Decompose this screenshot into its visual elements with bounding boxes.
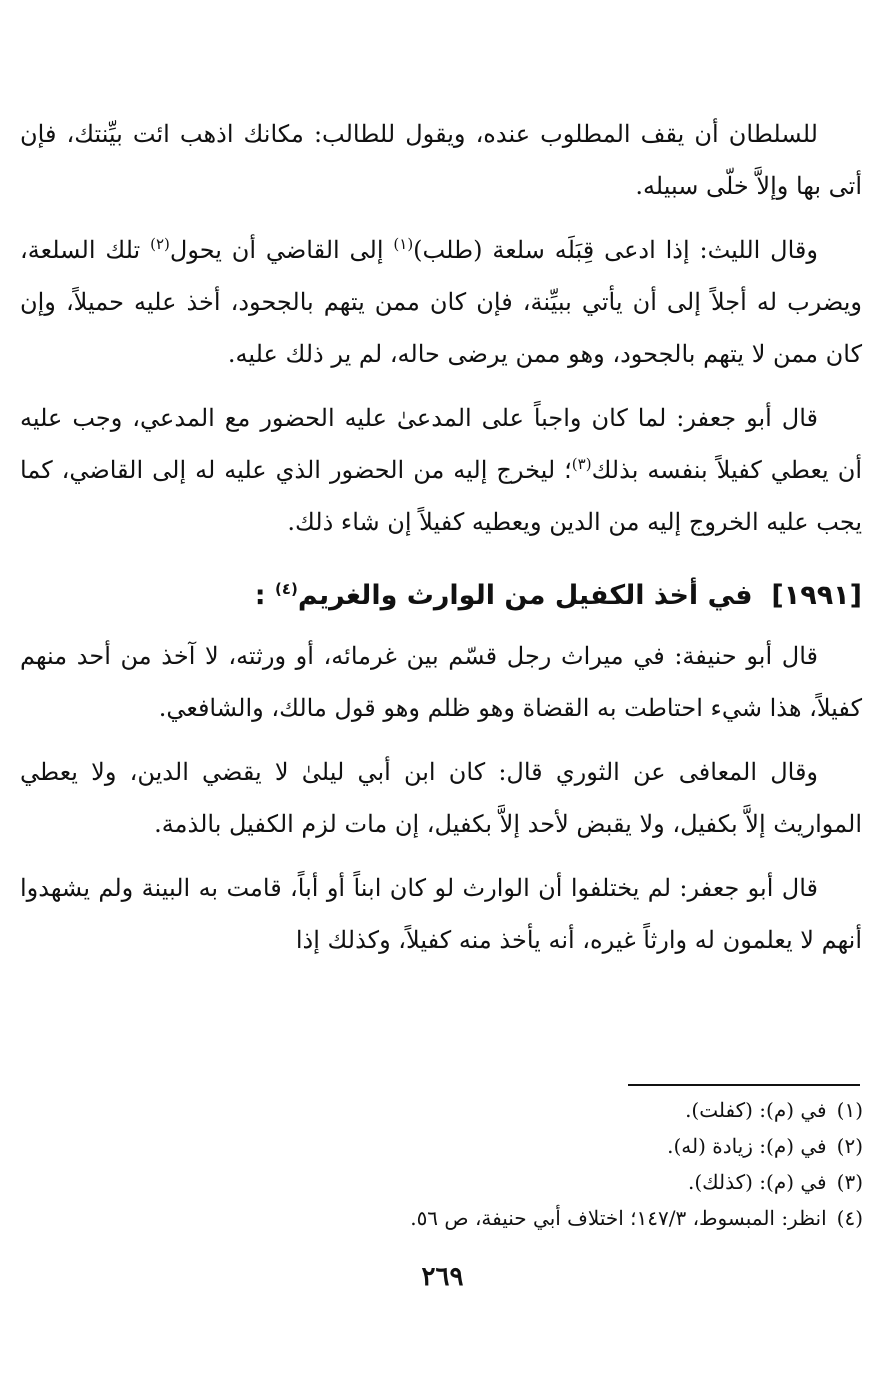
footnote-divider	[628, 1084, 860, 1086]
paragraph-2	[20, 224, 862, 380]
paragraph-text: ؛ ليخرج إليه من الحضور الذي عليه له إلى القاضي، كما يجب عليه الخروج إليه من الدين ويعطيه كفيلاً إن شاء ذلك.	[20, 456, 862, 536]
paragraph-5	[20, 746, 862, 850]
footnote-1	[163, 1092, 863, 1128]
paragraph-3	[20, 392, 862, 548]
footnote-4	[163, 1200, 863, 1236]
paragraph-4	[20, 630, 862, 734]
footnote-ref-4[interactable]: (٤)	[274, 580, 298, 598]
paragraph-1	[20, 108, 862, 212]
footnote-text: انظر: المبسوط، ١٤٧/٣؛ اختلاف أبي حنيفة، ص ٥٦.	[410, 1206, 827, 1230]
footnote-text: في (م): (كذلك).	[688, 1170, 827, 1194]
footnote-3	[163, 1164, 863, 1200]
section-heading	[20, 568, 862, 624]
footnote-number: (٢)	[836, 1134, 863, 1158]
footnote-text: في (م): زيادة (له).	[667, 1134, 827, 1158]
footnote-ref-2[interactable]: (٢)	[150, 235, 170, 253]
paragraph-text: وقال الليث: إذا ادعى قِبَلَه سلعة (طلب)	[413, 236, 818, 264]
footnote-text: في (م): (كفلت).	[685, 1098, 827, 1122]
paragraph-text: قال أبو حنيفة: في ميراث رجل قسّم بين غرمائه، أو ورثته، لا آخذ من أحد منهم كفيلاً، هذا شيء احتاطت به القضاة وهو ظلم وهو قول مالك، والشافعي.	[20, 642, 862, 722]
paragraph-text: تلك السلعة، ويضرب له أجلاً إلى أن يأتي ببيِّنة، فإن كان ممن يتهم بالجحود، أخذ عليه حميلاً، وإن كان ممن لا يتهم بالجحود، وهو ممن يرضى حاله، لم ير ذلك عليه.	[20, 236, 862, 368]
footnote-number: (١)	[836, 1098, 863, 1122]
paragraph-text: للسلطان أن يقف المطلوب عنده، ويقول للطالب: مكانك اذهب ائت بيِّنتك، فإن أتى بها وإلاَّ خلّى سبيله.	[20, 120, 862, 200]
section-title: في أخذ الكفيل من الوارث والغريم	[297, 580, 753, 611]
page-number: ٢٦٩	[421, 1262, 464, 1292]
paragraph-text: قال أبو جعفر: لم يختلفوا أن الوارث لو كان ابناً أو أباً، قامت به البينة ولم يشهدوا أنهم لا يعلمون له وارثاً غيره، أنه يأخذ منه كفيلاً، وكذلك إذا	[20, 874, 862, 954]
footnote-2	[163, 1128, 863, 1164]
section-number: [١٩٩١]	[771, 580, 862, 611]
paragraph-text: إلى القاضي أن يحول	[169, 236, 394, 264]
paragraph-text: قال أبو جعفر: لما كان واجباً على المدعىٰ عليه الحضور مع المدعي، وجب عليه أن يعطي كفيلاً بنفسه بذلك	[20, 404, 863, 484]
main-text	[20, 108, 862, 966]
footnote-ref-3[interactable]: (٣)	[571, 455, 592, 473]
paragraph-text: وقال المعافى عن الثوري قال: كان ابن أبي ليلىٰ لا يقضي الدين، ولا يعطي المواريث إلاَّ بكفيل، ولا يقبض لأحد إلاَّ بكفيل، إن مات لزم الكفيل بالذمة.	[20, 758, 862, 838]
footnote-number: (٤)	[836, 1206, 863, 1230]
footnote-number: (٣)	[836, 1170, 863, 1194]
footnotes	[163, 1092, 863, 1236]
footnote-ref-1[interactable]: (١)	[393, 235, 414, 253]
paragraph-6	[20, 862, 862, 966]
heading-suffix: :	[254, 580, 275, 611]
